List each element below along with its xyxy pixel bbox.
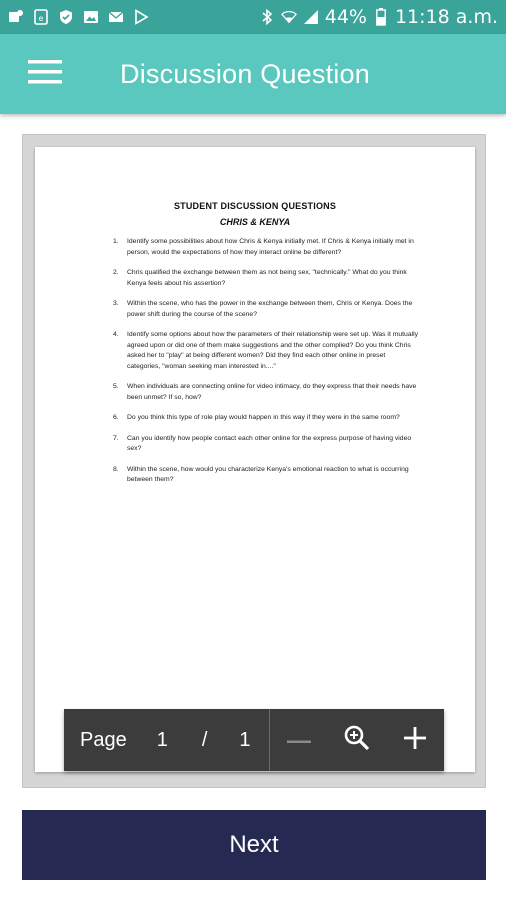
notification-icons	[8, 9, 149, 25]
zoom-in-button[interactable]	[386, 709, 444, 771]
question-list	[113, 237, 419, 486]
list-item	[113, 299, 419, 320]
battery-icon	[373, 9, 389, 25]
svg-text:e: e	[38, 14, 44, 23]
hamburger-menu-icon	[28, 59, 62, 90]
system-status	[259, 6, 498, 28]
zoom-in-icon	[344, 725, 370, 756]
page-indicator	[64, 709, 269, 771]
current-page[interactable]: 1	[156, 728, 168, 751]
document-icon	[33, 9, 49, 25]
page-zoom-toolbar	[64, 709, 444, 771]
question-text: When individuals are connecting online for video intimacy, do they express that their needs have been unmet? If so, how?	[127, 383, 417, 401]
question-number: 7.	[113, 434, 119, 442]
list-item	[113, 237, 419, 258]
page-title: Discussion Question	[120, 58, 370, 89]
battery-percent: 44%	[324, 6, 367, 28]
list-item	[113, 268, 419, 289]
question-text: Within the scene, how would you characterize Kenya's emotional reaction to what is occurring between them?	[127, 465, 409, 483]
minus-icon	[287, 731, 311, 749]
menu-button[interactable]	[0, 34, 90, 114]
plus-icon	[403, 726, 427, 755]
document-page	[35, 147, 475, 772]
app-bar	[0, 34, 506, 114]
total-pages: 1	[239, 728, 251, 751]
question-text: Do you think this type of role play would happen in this way if they were in the same room?	[127, 414, 400, 421]
wifi-icon	[281, 9, 297, 25]
page-label: Page	[80, 728, 127, 751]
question-number: 6.	[113, 414, 119, 421]
shield-icon	[58, 9, 74, 25]
play-store-icon	[133, 9, 149, 25]
document-heading: STUDENT DISCUSSION QUESTIONS	[173, 201, 337, 211]
question-number: 8.	[113, 465, 119, 473]
page-separator: /	[201, 728, 208, 751]
bluetooth-icon	[259, 9, 275, 25]
list-item	[113, 330, 419, 372]
question-text: Can you identify how people contact each other online for the express purpose of having video sex?	[127, 434, 412, 452]
zoom-button[interactable]	[328, 709, 386, 771]
zoom-out-button[interactable]	[270, 709, 328, 771]
list-item	[113, 465, 419, 486]
status-bar	[0, 0, 506, 34]
question-number: 2.	[113, 269, 119, 276]
list-item	[113, 434, 419, 455]
mail-icon	[108, 9, 124, 25]
question-text: Within the scene, who has the power in the exchange between them, Chris or Kenya. Does the power shift during the course of the scene?	[127, 300, 413, 318]
next-button[interactable]: Next	[22, 810, 486, 880]
image-icon	[83, 9, 99, 25]
question-text: Chris qualified the exchange between them as not being sex, "technically." What do you think Kenya feels about his assertion?	[127, 269, 407, 287]
clock: 11:18 a.m.	[394, 6, 498, 28]
list-item	[113, 413, 419, 424]
list-item	[113, 382, 419, 403]
signal-icon	[303, 9, 319, 25]
document-subheading: CHRIS & KENYA	[219, 217, 291, 227]
notification-icon	[8, 9, 24, 25]
question-number: 3.	[113, 300, 119, 307]
pdf-viewer[interactable]	[22, 134, 486, 788]
question-number: 5.	[113, 383, 119, 390]
question-text: Identify some options about how the parameters of their relationship were set up. Was it mutually agreed upon or did one of them make suggestions and the other complied? Do you think Chris asked her to "play" at being different women? Did they find each other online in preset categories, "woman seeking man interested in...."	[127, 331, 419, 370]
question-text: Identify some possibilities about how Chris & Kenya initially met. If Chris & Kenya initially met in person, would the expectations of how they interact online be different?	[127, 238, 414, 256]
question-number: 1.	[113, 238, 119, 245]
question-number: 4.	[113, 331, 119, 338]
